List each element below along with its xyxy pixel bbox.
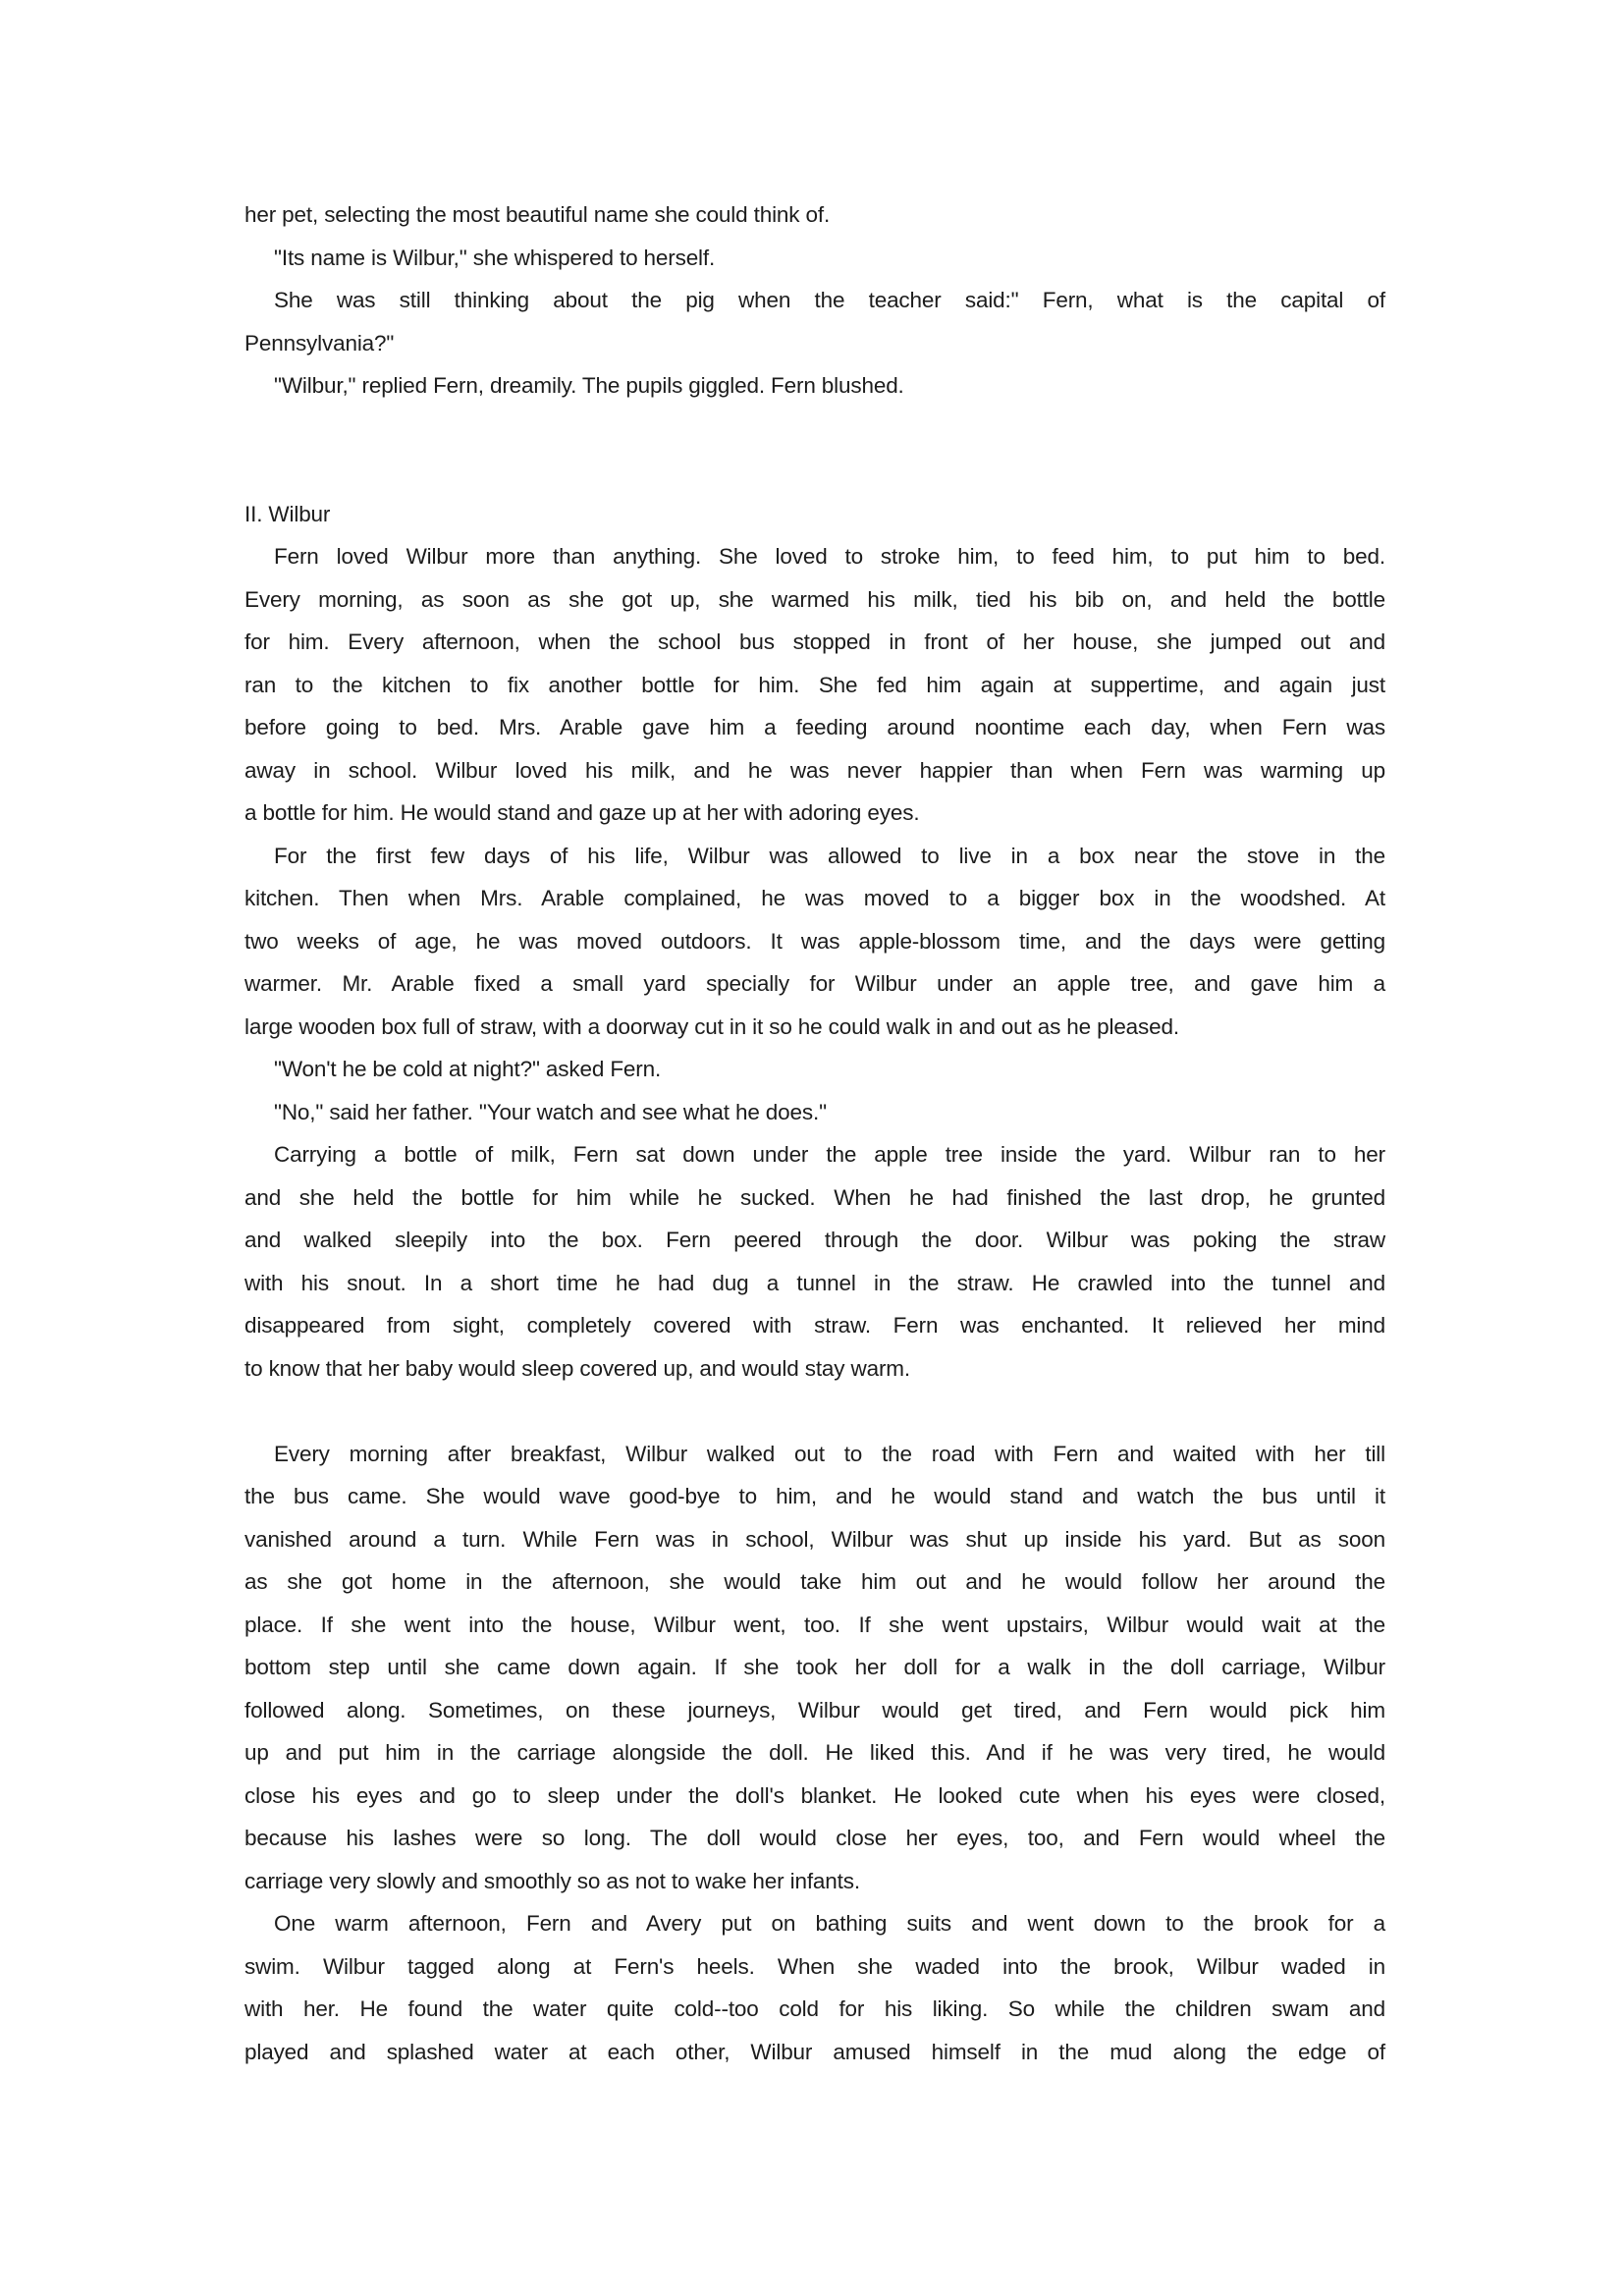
text-line: for him. Every afternoon, when the school bus stopped in front of her house, she jumped out and — [244, 629, 1385, 654]
text-line: bottom step until she came down again. If she took her doll for a walk in the doll carriage, Wilbur — [244, 1655, 1385, 1679]
text-line: Carrying a bottle of milk, Fern sat down under the apple tree inside the yard. Wilbur ran to her — [274, 1142, 1385, 1167]
text-line: with his snout. In a short time he had dug a tunnel in the straw. He crawled into the tunnel and — [244, 1270, 1385, 1295]
text-line: "No," said her father. "Your watch and see what he does." — [274, 1099, 827, 1124]
text-line: Every morning after breakfast, Wilbur walked out to the road with Fern and waited with her till — [274, 1441, 1385, 1466]
text-line: "Wilbur," replied Fern, dreamily. The pupils giggled. Fern blushed. — [274, 373, 904, 398]
text-line: large wooden box full of straw, with a doorway cut in it so he could walk in and out as he pleased. — [244, 1013, 1179, 1039]
text-line: Every morning, as soon as she got up, she warmed his milk, tied his bib on, and held the bottle — [244, 586, 1385, 612]
text-line: as she got home in the afternoon, she would take him out and he would follow her around the — [244, 1569, 1385, 1594]
text-line: followed along. Sometimes, on these journeys, Wilbur would get tired, and Fern would pick him — [244, 1697, 1385, 1722]
text-line: away in school. Wilbur loved his milk, and he was never happier than when Fern was warming up — [244, 757, 1385, 783]
text-column — [244, 193, 1385, 2073]
text-line: Pennsylvania?" — [244, 330, 395, 355]
text-line: warmer. Mr. Arable fixed a small yard specially for Wilbur under an apple tree, and gave him a — [244, 971, 1385, 996]
text-line: carriage very slowly and smoothly so as not to wake her infants. — [244, 1868, 860, 1893]
text-line: a bottle for him. He would stand and gaze up at her with adoring eyes. — [244, 800, 920, 825]
text-line: kitchen. Then when Mrs. Arable complained, he was moved to a bigger box in the woodshed. At — [244, 886, 1385, 910]
text-line: One warm afternoon, Fern and Avery put on bathing suits and went down to the brook for a — [274, 1911, 1385, 1936]
text-line: "Won't he be cold at night?" asked Fern. — [274, 1057, 662, 1081]
text-line: because his lashes were so long. The doll would close her eyes, too, and Fern would wheel the — [244, 1826, 1385, 1850]
text-line: up and put him in the carriage alongside the doll. He liked this. And if he was very tired, he would — [244, 1740, 1385, 1765]
text-line: played and splashed water at each other, Wilbur amused himself in the mud along the edge of — [244, 2039, 1385, 2064]
text-line: swim. Wilbur tagged along at Fern's heels. When she waded into the brook, Wilbur waded in — [244, 1953, 1385, 1979]
text-line: and she held the bottle for him while he sucked. When he had finished the last drop, he grunted — [244, 1184, 1385, 1210]
section-heading: II. Wilbur — [244, 501, 331, 526]
text-line: two weeks of age, he was moved outdoors. It was apple-blossom time, and the days were getting — [244, 928, 1385, 954]
text-line: and walked sleepily into the box. Fern peered through the door. Wilbur was poking the straw — [244, 1228, 1385, 1252]
text-line: close his eyes and go to sleep under the doll's blanket. He looked cute when his eyes were closed, — [244, 1782, 1385, 1808]
text-line: the bus came. She would wave good-bye to him, and he would stand and watch the bus until it — [244, 1484, 1385, 1508]
text-line: with her. He found the water quite cold--too cold for his liking. So while the children swam and — [244, 1996, 1385, 2021]
text-line: She was still thinking about the pig when the teacher said:" Fern, what is the capital of — [274, 288, 1385, 312]
text-line: For the first few days of his life, Wilbur was allowed to live in a box near the stove in the — [274, 843, 1385, 868]
text-line: before going to bed. Mrs. Arable gave him a feeding around noontime each day, when Fern was — [244, 715, 1385, 739]
text-line: disappeared from sight, completely covered with straw. Fern was enchanted. It relieved her mind — [244, 1313, 1385, 1338]
text-line: to know that her baby would sleep covered up, and would stay warm. — [244, 1355, 910, 1381]
text-line: Fern loved Wilbur more than anything. She loved to stroke him, to feed him, to put him to bed. — [274, 544, 1385, 569]
text-line: place. If she went into the house, Wilbur went, too. If she went upstairs, Wilbur would wait at the — [244, 1612, 1385, 1637]
text-line: her pet, selecting the most beautiful name she could think of. — [244, 202, 831, 227]
text-line: ran to the kitchen to fix another bottle for him. She fed him again at suppertime, and again just — [244, 672, 1385, 697]
text-line: vanished around a turn. While Fern was in school, Wilbur was shut up inside his yard. But as soon — [244, 1526, 1385, 1552]
blank-line-spacer — [244, 1390, 1385, 1433]
blank-line-spacer — [244, 408, 1385, 493]
text-line: "Its name is Wilbur," she whispered to herself. — [274, 245, 716, 270]
